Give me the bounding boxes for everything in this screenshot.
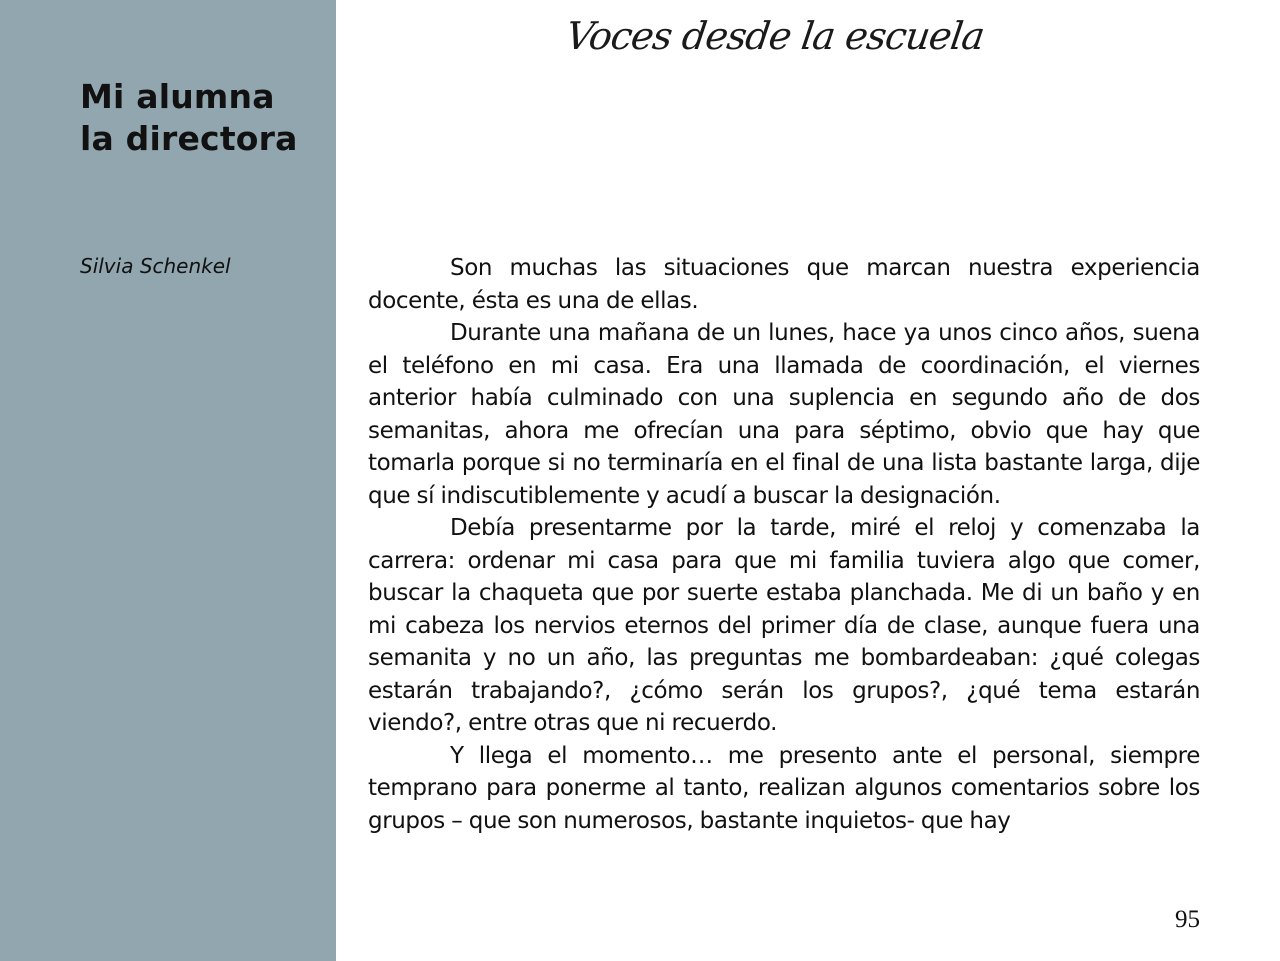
chapter-title-line-2: la directora <box>80 119 298 158</box>
paragraph-4: Y llega el momento… me presento ante el personal, siempre temprano para ponerme al tanto, realizan algunos comentarios sobre los grupos – que son numerosos, bastante inquietos- que hay <box>368 742 1200 834</box>
chapter-title <box>80 76 298 160</box>
running-header: Voces desde la escuela <box>563 14 987 58</box>
page-number: 95 <box>1175 906 1200 933</box>
body-text <box>368 252 1200 837</box>
paragraph-3: Debía presentarme por la tarde, miré el reloj y comenzaba la carrera: ordenar mi casa para que mi familia tuviera algo que comer, buscar la chaqueta que por suerte estaba planchada. Me di un baño y en mi cabeza los nervios eternos del primer día de clase, aunque fuera una semanita y no un año, las preguntas me bombardeaban: ¿qué colegas estarán trabajando?, ¿cómo serán los grupos?, ¿qué tema estarán viendo?, entre otras que ni recuerdo. <box>368 515 1200 736</box>
paragraph-1: Son muchas las situaciones que marcan nuestra experiencia docente, ésta es una de ellas. <box>368 255 1200 314</box>
sidebar-panel <box>0 0 336 961</box>
author-name: Silvia Schenkel <box>80 254 231 278</box>
chapter-title-line-1: Mi alumna <box>80 77 275 116</box>
paragraph-2: Durante una mañana de un lunes, hace ya unos cinco años, suena el teléfono en mi casa. Era una llamada de coordinación, el viernes anterior había culminado con una suplencia en segundo año de dos semanitas, ahora me ofrecían una para séptimo, obvio que hay que tomarla porque si no terminaría en el final de una lista bastante larga, dije que sí indiscutiblemente y acudí a buscar la designación. <box>368 320 1200 509</box>
